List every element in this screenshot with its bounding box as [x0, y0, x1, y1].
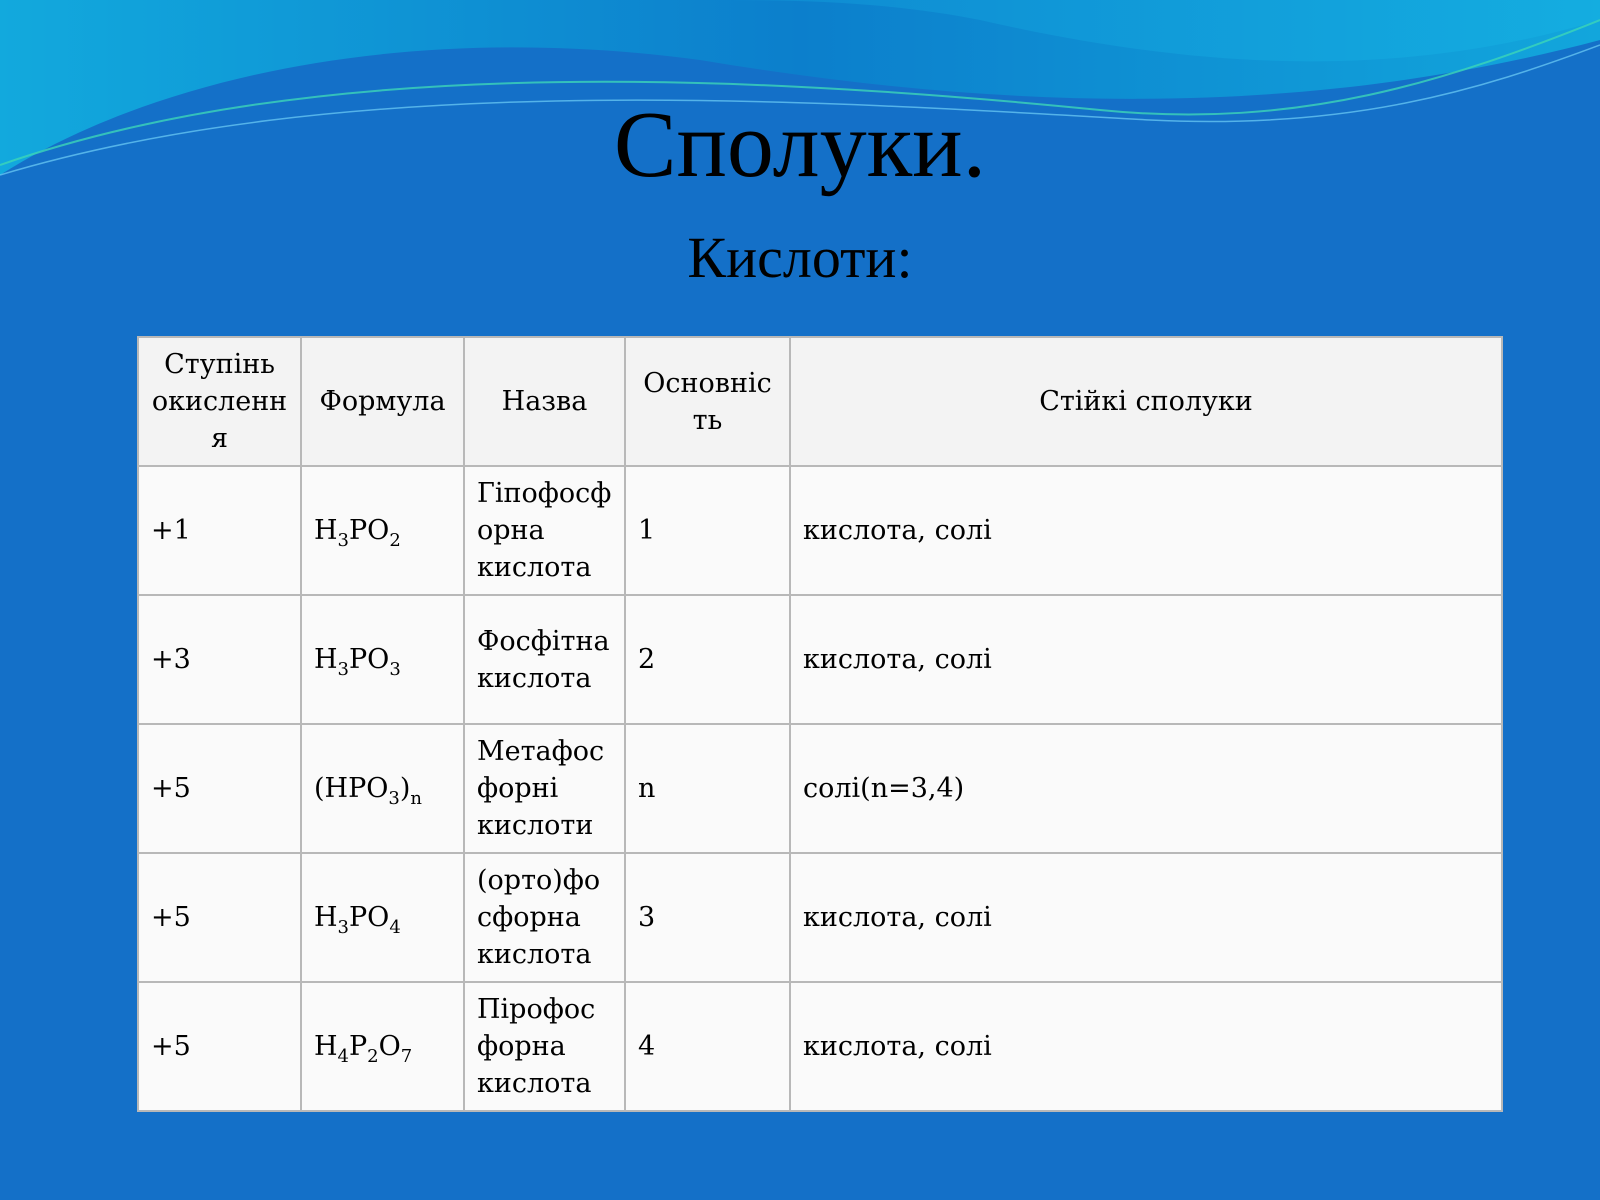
- cell-basicity: 3: [625, 853, 790, 982]
- header-stable-compounds: Стійкі сполуки: [790, 337, 1502, 466]
- slide-subtitle: Кислоти:: [687, 225, 913, 290]
- formula-part: PO: [349, 644, 390, 675]
- cell-oxidation-state: +5: [138, 982, 301, 1111]
- formula-subscript: 3: [388, 788, 400, 809]
- cell-name: Пірофос форна кислота: [464, 982, 625, 1111]
- table-row: [138, 724, 1502, 853]
- formula-part: ): [399, 773, 411, 804]
- cell-oxidation-state: +1: [138, 466, 301, 595]
- cell-name: Гіпофосф орна кислота: [464, 466, 625, 595]
- formula-part: H: [314, 644, 338, 675]
- cell-formula: [301, 853, 464, 982]
- formula-subscript: 4: [337, 1046, 349, 1067]
- formula-subscript: 3: [337, 530, 349, 551]
- table-header-row: [138, 337, 1502, 466]
- cell-basicity: 1: [625, 466, 790, 595]
- formula-part: (HPO: [314, 773, 389, 804]
- cell-stable-compounds: кислота, солі: [790, 595, 1502, 724]
- cell-stable-compounds: кислота, солі: [790, 853, 1502, 982]
- formula-part: O: [378, 1031, 401, 1062]
- slide-title: Сполуки.: [613, 93, 987, 197]
- cell-oxidation-state: +5: [138, 724, 301, 853]
- formula-part: H: [314, 515, 338, 546]
- cell-stable-compounds: кислота, солі: [790, 982, 1502, 1111]
- formula-subscript: 3: [337, 917, 349, 938]
- cell-formula: [301, 724, 464, 853]
- header-formula: Формула: [301, 337, 464, 466]
- formula-subscript: 2: [389, 530, 401, 551]
- cell-basicity: 4: [625, 982, 790, 1111]
- formula-subscript: 4: [389, 917, 401, 938]
- header-basicity: Основніс ть: [625, 337, 790, 466]
- cell-formula: [301, 595, 464, 724]
- cell-basicity: 2: [625, 595, 790, 724]
- cell-formula: [301, 466, 464, 595]
- table-row: [138, 853, 1502, 982]
- formula-subscript: 3: [337, 659, 349, 680]
- formula-subscript: 3: [389, 659, 401, 680]
- formula-subscript: 2: [367, 1046, 379, 1067]
- cell-basicity: n: [625, 724, 790, 853]
- header-name: Назва: [464, 337, 625, 466]
- formula-subscript: n: [410, 788, 422, 809]
- cell-oxidation-state: +3: [138, 595, 301, 724]
- header-oxidation-state: Ступінь окисленн я: [138, 337, 301, 466]
- table-row: [138, 595, 1502, 724]
- table-row: [138, 982, 1502, 1111]
- formula-part: PO: [349, 515, 390, 546]
- cell-name: Метафос форні кислоти: [464, 724, 625, 853]
- cell-stable-compounds: солі(n=3,4): [790, 724, 1502, 853]
- formula-subscript: 7: [400, 1046, 413, 1067]
- cell-name: (орто)фо сфорна кислота: [464, 853, 625, 982]
- formula-part: H: [314, 1031, 338, 1062]
- formula-part: PO: [349, 902, 390, 933]
- acids-table: [137, 336, 1503, 1112]
- table-row: [138, 466, 1502, 595]
- cell-name: Фосфітна кислота: [464, 595, 625, 724]
- cell-stable-compounds: кислота, солі: [790, 466, 1502, 595]
- cell-formula: [301, 982, 464, 1111]
- formula-part: H: [314, 902, 338, 933]
- cell-oxidation-state: +5: [138, 853, 301, 982]
- formula-part: P: [349, 1031, 368, 1062]
